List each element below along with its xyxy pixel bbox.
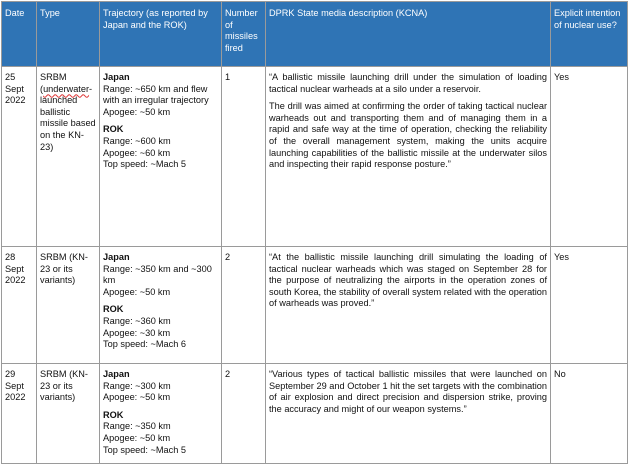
table-row [2, 67, 628, 247]
trajectory-line: Range: ~650 km and flew with an irregular trajectory [103, 83, 209, 106]
cell-type: SRBM (KN-23 or its variants) [37, 364, 100, 464]
cell-kcna [266, 67, 551, 247]
country-label: Japan [103, 369, 130, 379]
type-text-part: SRBM ( [40, 72, 67, 94]
kcna-paragraph: The drill was aimed at confirming the order of taking tactical nuclear warheads out and transporting them and of managing them in a rapid and safe way at the time of operation, checking the reliability of the overall management system, making the units acquire launching capabilities of the ballistic missile at the underwater silos and inspecting their rapid response posture.” [269, 101, 547, 170]
cell-trajectory [100, 364, 222, 464]
country-label: ROK [103, 124, 124, 135]
kcna-paragraph: “Various types of tactical ballistic missiles that were launched on September 29 and October 1 hit the set targets with the combination of air explosion and direct precision and dispersion strike, proving the accuracy and might of our weapon systems.” [269, 369, 547, 414]
header-nuclear: Explicit intention of nuclear use? [551, 2, 628, 67]
trajectory-line: Apogee: ~60 km [103, 147, 171, 158]
kcna-paragraph: “At the ballistic missile launching drill simulating the loading of tactical nuclear warheads which was staged on September 28 for the purpose of neutralizing the airports in the operation zones of south Korea, the stability of overall system related with the operation of warheads was proved.” [269, 252, 547, 309]
cell-type [37, 67, 100, 247]
country-label: ROK [103, 304, 124, 315]
cell-nuclear: No [551, 364, 628, 464]
trajectory-line: Apogee: ~50 km [103, 286, 171, 297]
missile-launch-table [1, 1, 628, 464]
header-type: Type [37, 2, 100, 67]
cell-trajectory [100, 67, 222, 247]
cell-missiles: 1 [222, 67, 266, 247]
trajectory-line: Range: ~360 km [103, 315, 171, 326]
trajectory-line: Range: ~350 km [103, 421, 171, 432]
cell-date: 25 Sept 2022 [2, 67, 37, 247]
trajectory-block-japan [103, 72, 218, 118]
header-missiles: Number of missiles fired [222, 2, 266, 67]
header-date: Date [2, 2, 37, 67]
trajectory-block-rok [103, 304, 218, 350]
cell-kcna [266, 247, 551, 364]
trajectory-line: Range: ~600 km [103, 135, 171, 146]
trajectory-line: Top speed: ~Mach 5 [103, 159, 186, 170]
country-label: Japan [103, 72, 130, 82]
trajectory-line: Range: ~300 km [103, 380, 171, 391]
cell-kcna [266, 364, 551, 464]
trajectory-block-japan [103, 369, 218, 404]
cell-nuclear: Yes [551, 247, 628, 364]
spellcheck-underlined-word: underwater [43, 83, 90, 94]
trajectory-block-rok [103, 124, 218, 170]
kcna-paragraph: “A ballistic missile launching drill under the simulation of loading tactical nuclear warheads at a silo under a reservoir. [269, 72, 547, 94]
trajectory-block-japan [103, 252, 218, 298]
trajectory-line: Top speed: ~Mach 5 [103, 444, 186, 455]
country-label: Japan [103, 252, 130, 262]
cell-missiles: 2 [222, 247, 266, 364]
table-row [2, 247, 628, 364]
table-row [2, 364, 628, 464]
trajectory-line: Apogee: ~50 km [103, 392, 171, 403]
trajectory-block-rok [103, 410, 218, 456]
cell-date: 28 Sept 2022 [2, 247, 37, 364]
cell-nuclear: Yes [551, 67, 628, 247]
cell-type: SRBM (KN-23 or its variants) [37, 247, 100, 364]
header-row [2, 2, 628, 67]
trajectory-line: Apogee: ~50 km [103, 432, 171, 443]
trajectory-line: Apogee: ~30 km [103, 327, 171, 338]
country-label: ROK [103, 409, 124, 420]
trajectory-line: Apogee: ~50 km [103, 106, 171, 117]
cell-date: 29 Sept 2022 [2, 364, 37, 464]
trajectory-line: Top speed: ~Mach 6 [103, 339, 186, 350]
cell-missiles: 2 [222, 364, 266, 464]
header-trajectory: Trajectory (as reported by Japan and the ROK) [100, 2, 222, 67]
trajectory-line: Range: ~350 km and ~300 km [103, 263, 212, 286]
header-kcna: DPRK State media description (KCNA) [266, 2, 551, 67]
type-text-part: -launched ballistic missile based on the KN-23) [40, 83, 96, 152]
cell-trajectory [100, 247, 222, 364]
